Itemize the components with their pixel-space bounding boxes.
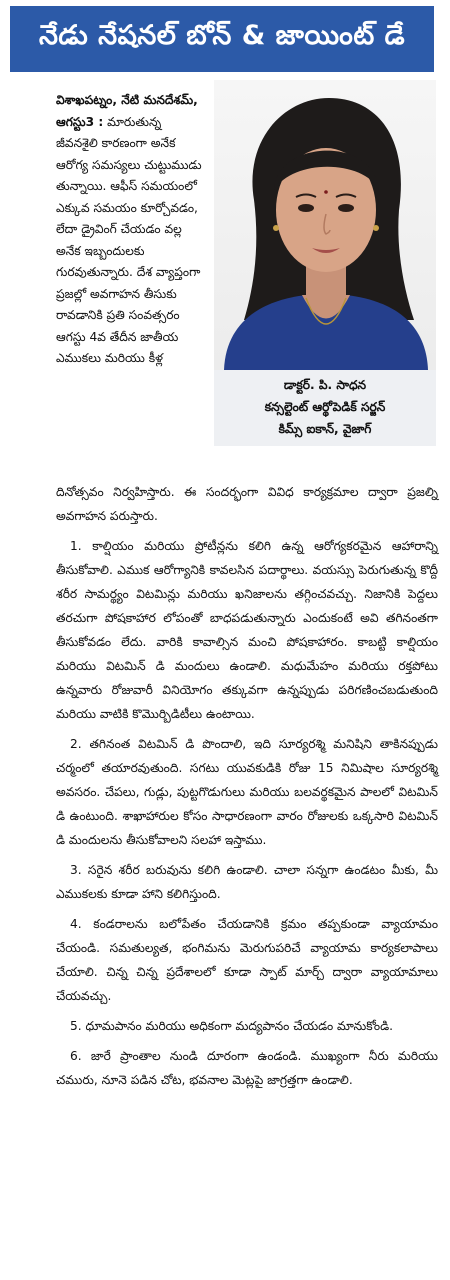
caption-hospital: కిమ్స్ ఐకాన్, వైజాగ్: [278, 422, 372, 436]
headline-text: నేడు నేషనల్ బోన్ & జాయింట్ డే: [38, 20, 406, 51]
doctor-portrait-photo: [214, 80, 436, 370]
body-continuation: దినోత్సవం నిర్వహిస్తారు. ఈ సందర్భంగా వివిధ కార్యక్రమాల ద్వారా ప్రజల్ని అవగాహన పరుస్తారు.: [56, 485, 438, 523]
article-body: [56, 480, 438, 1098]
point-5: 5. ధూమపానం మరియు అధికంగా మద్యపానం చేయడం మానుకోండి.: [70, 1019, 394, 1033]
caption-name: డాక్టర్. పి. సాధన: [283, 378, 367, 392]
intro-text: మారుతున్న జీవనశైలి కారణంగా అనేక ఆరోగ్య సమస్యలు చుట్టుముడు తున్నాయి. ఆఫీస్ సమయంలో ఎక్కువ సమయం కూర్చోవడం, లేదా డ్రైవింగ్ చేయడం వల్ల అనేక ఇబ్బందులకు గురవుతున్నారు. దేశ వ్యాప్తంగా ప్రజల్లో అవగాహన తీసుకు రావడానికి ప్రతి సంవత్సరం ఆగస్టు 4వ తేదీన జాతీయ ఎముకలు మరియు కీళ్ల: [56, 114, 202, 365]
dateline: విశాఖపట్నం, నేటి మనదేశమ్, ఆగస్టు3 :: [56, 93, 198, 129]
caption-title: కన్సల్టెంట్ ఆర్థోపెడిక్ సర్జన్: [264, 400, 386, 414]
point-1: 1. కాల్షియం మరియు ప్రోటీన్లను కలిగి ఉన్న ఆరోగ్యకరమైన ఆహారాన్ని తీసుకోవాలి. ఎముక ఆరోగ్యానికి కావలసిన పదార్థాలు. వయస్సు పెరుగుతున్న కొద్దీ శరీర సామర్థ్యం విటమిన్లు మరియు ఖనిజాలను తగ్గించవచ్చు. నిజానికి పెద్దలు తరచుగా పోషకాహార లోపంతో బాధపడుతున్నారు ఎందుకంటే అవి తగినంతగా తీసుకోవడం లేదు. వారికి కావాల్సిన మంచి పోషకాహారం. కాబట్టి కాల్షియం మరియు విటమిన్ డి మందులు ఉండాలి. మధుమేహం మరియు రక్తపోటు ఉన్నవారు రోజువారీ వినియోగం తక్కువగా ఉన్నప్పుడు పరిగణించబడుతుంది మరియు వాటికి కొమొర్బిడిటీలు ఉంటాయి.: [56, 539, 438, 721]
point-4: 4. కండరాలను బలోపేతం చేయడానికి క్రమం తప్పకుండా వ్యాయామం చేయండి. సమతుల్యత, భంగిమను మెరుగుపరిచే వ్యాయామ కార్యకలాపాలు చేయాలి. చిన్న చిన్న ప్రదేశాలలో కూడా స్పాట్ మార్చ్ ద్వారా వ్యాయామాలు చేయవచ్చు.: [56, 917, 438, 1003]
portrait-box: [214, 80, 436, 446]
intro-column: [56, 90, 206, 370]
portrait-illustration: [214, 80, 436, 370]
photo-caption: [214, 374, 436, 446]
point-2: 2. తగినంత విటమిన్ డి పొందాలి, ఇది సూర్యరశ్మి మనిషిని తాకినప్పుడు చర్మంలో తయారవుతుంది. సగటు యువకుడికి రోజు 15 నిమిషాల సూర్యరశ్మి అవసరం. చేపలు, గుడ్లు, పుట్టగొడుగులు మరియు బలవర్థకమైన పాలలో విటమిన్ డి ఉంటుంది. శాఖాహారుల కోసం సాధారణంగా వారం రోజులకు ఒక్కసారి విటమిన్ డి మందులను తీసుకోవాలని సలహా ఇస్తాము.: [56, 737, 438, 847]
headline-banner: [10, 6, 434, 72]
point-3: 3. సరైన శరీర బరువును కలిగి ఉండాలి. చాలా సన్నగా ఉండటం మీకు, మీ ఎముకలకు కూడా హాని కలిగిస్తుంది.: [56, 863, 438, 901]
point-6: 6. జారే ప్రాంతాల నుండి దూరంగా ఉండండి. ముఖ్యంగా నీరు మరియు చమురు, నూనె పడిన చోట, భవనాల మెట్లపై జాగ్రత్తగా ఉండాలి.: [56, 1049, 438, 1087]
